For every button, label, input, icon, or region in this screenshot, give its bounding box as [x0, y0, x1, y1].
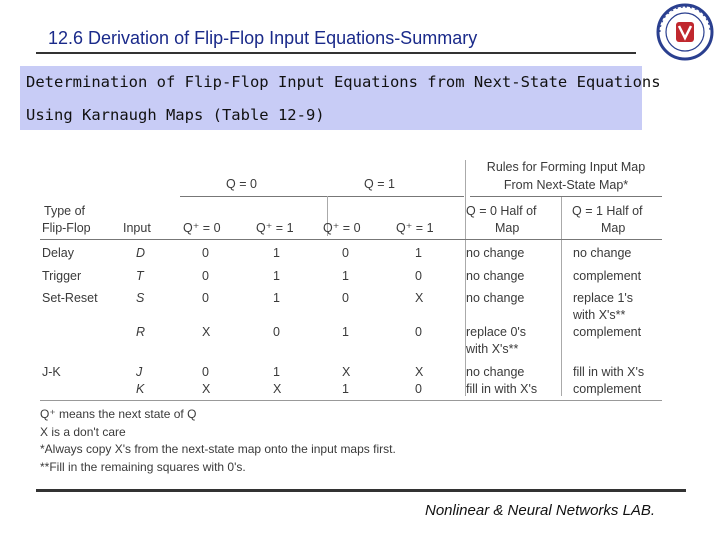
row-value: 1: [342, 382, 349, 396]
row-rule-half1: complement: [573, 382, 642, 396]
row-input: T: [136, 269, 144, 283]
row-rule-half1: fill in with X's: [573, 365, 645, 379]
rules-half-divider: [561, 196, 562, 396]
row-value: X: [202, 382, 211, 396]
row-value: 0: [202, 291, 209, 305]
row-value: X: [415, 365, 424, 379]
rules-header-line-1: Rules for Forming Input Map: [486, 160, 646, 174]
table-bottom-rule: [40, 400, 662, 401]
footnote: **Fill in the remaining squares with 0's.: [40, 459, 246, 474]
row-value: X: [202, 325, 211, 339]
topic-banner: [20, 66, 661, 130]
row-value: 0: [415, 269, 422, 283]
group-header-q1: Q = 1: [364, 177, 395, 191]
row-input: D: [136, 246, 146, 260]
row-rule-half1: complement: [573, 325, 642, 339]
row-value: 0: [202, 269, 209, 283]
row-value: 1: [342, 325, 349, 339]
row-value: 0: [342, 291, 349, 305]
row-value: 1: [273, 291, 280, 305]
row-value: 0: [415, 325, 422, 339]
row-rule-half0: no change: [466, 269, 525, 283]
row-rule-half0: no change: [466, 365, 525, 379]
row-value: 0: [202, 246, 209, 260]
row-value: 0: [342, 246, 349, 260]
row-rule-half1: no change: [573, 246, 632, 260]
row-value: X: [415, 291, 424, 305]
footnote: Q⁺ means the next state of Q: [40, 407, 197, 421]
col-header-type-1: Type of: [44, 204, 85, 218]
col-header-q0-next1: Q⁺ = 1: [256, 221, 294, 235]
col-header-half0-1: Q = 0 Half of: [466, 204, 537, 218]
col-header-type-2: Flip-Flop: [42, 221, 91, 235]
rules-header-line-2: From Next-State Map*: [503, 178, 629, 192]
university-seal-icon: [652, 2, 718, 62]
row-value: 0: [273, 325, 280, 339]
row-value: 1: [415, 246, 422, 260]
col-header-half1-2: Map: [601, 221, 626, 235]
slide-title: 12.6 Derivation of Flip-Flop Input Equations-Summary: [48, 28, 478, 48]
row-value: 0: [415, 382, 422, 396]
col-header-q0-next0: Q⁺ = 0: [183, 221, 221, 235]
row-rule-half0: no change: [466, 246, 525, 260]
row-type: Set-Reset: [42, 291, 98, 305]
group-header-rule: [180, 196, 464, 197]
banner-line-2: Using Karnaugh Maps (Table 12-9): [26, 106, 325, 124]
row-value: 0: [202, 365, 209, 379]
row-input: R: [136, 325, 146, 339]
row-input: S: [136, 291, 145, 305]
footnote: *Always copy X's from the next-state map onto the input maps first.: [40, 442, 396, 456]
row-rule-half0: fill in with X's: [466, 382, 538, 396]
row-rule-half0: replace 0's: [466, 325, 527, 339]
row-value: 1: [273, 246, 280, 260]
row-rule-half1: complement: [573, 269, 642, 283]
row-input: J: [136, 365, 143, 379]
row-type: Trigger: [42, 269, 82, 283]
row-type: J-K: [42, 365, 61, 379]
row-rule-half0: no change: [466, 291, 525, 305]
row-value: 1: [273, 269, 280, 283]
col-header-half0-2: Map: [495, 221, 520, 235]
group-header-q0: Q = 0: [226, 177, 257, 191]
col-header-q1-next0: Q⁺ = 0: [323, 221, 361, 235]
row-rule-half1-cont: with X's**: [573, 308, 626, 322]
row-value: 1: [273, 365, 280, 379]
row-value: X: [342, 365, 351, 379]
rules-header-rule: [470, 196, 662, 197]
col-header-input: Input: [123, 221, 151, 235]
col-header-q1-next1: Q⁺ = 1: [396, 221, 434, 235]
row-type: Delay: [42, 246, 74, 260]
footer-rule: [36, 489, 686, 492]
table-footnotes: [40, 406, 396, 476]
row-value: 1: [342, 269, 349, 283]
row-input: K: [136, 382, 145, 396]
header-bottom-rule: [40, 239, 662, 240]
row-rule-half0-cont: with X's**: [466, 342, 519, 356]
banner-line-1: Determination of Flip-Flop Input Equations from Next-State Equations: [26, 73, 661, 91]
lab-footer: Nonlinear & Neural Networks LAB.: [425, 502, 656, 519]
title-underline: [36, 52, 636, 54]
row-value: X: [273, 382, 282, 396]
col-header-half1-1: Q = 1 Half of: [572, 204, 643, 218]
row-rule-half1: replace 1's: [573, 291, 634, 305]
footnote: X is a don't care: [40, 424, 126, 439]
